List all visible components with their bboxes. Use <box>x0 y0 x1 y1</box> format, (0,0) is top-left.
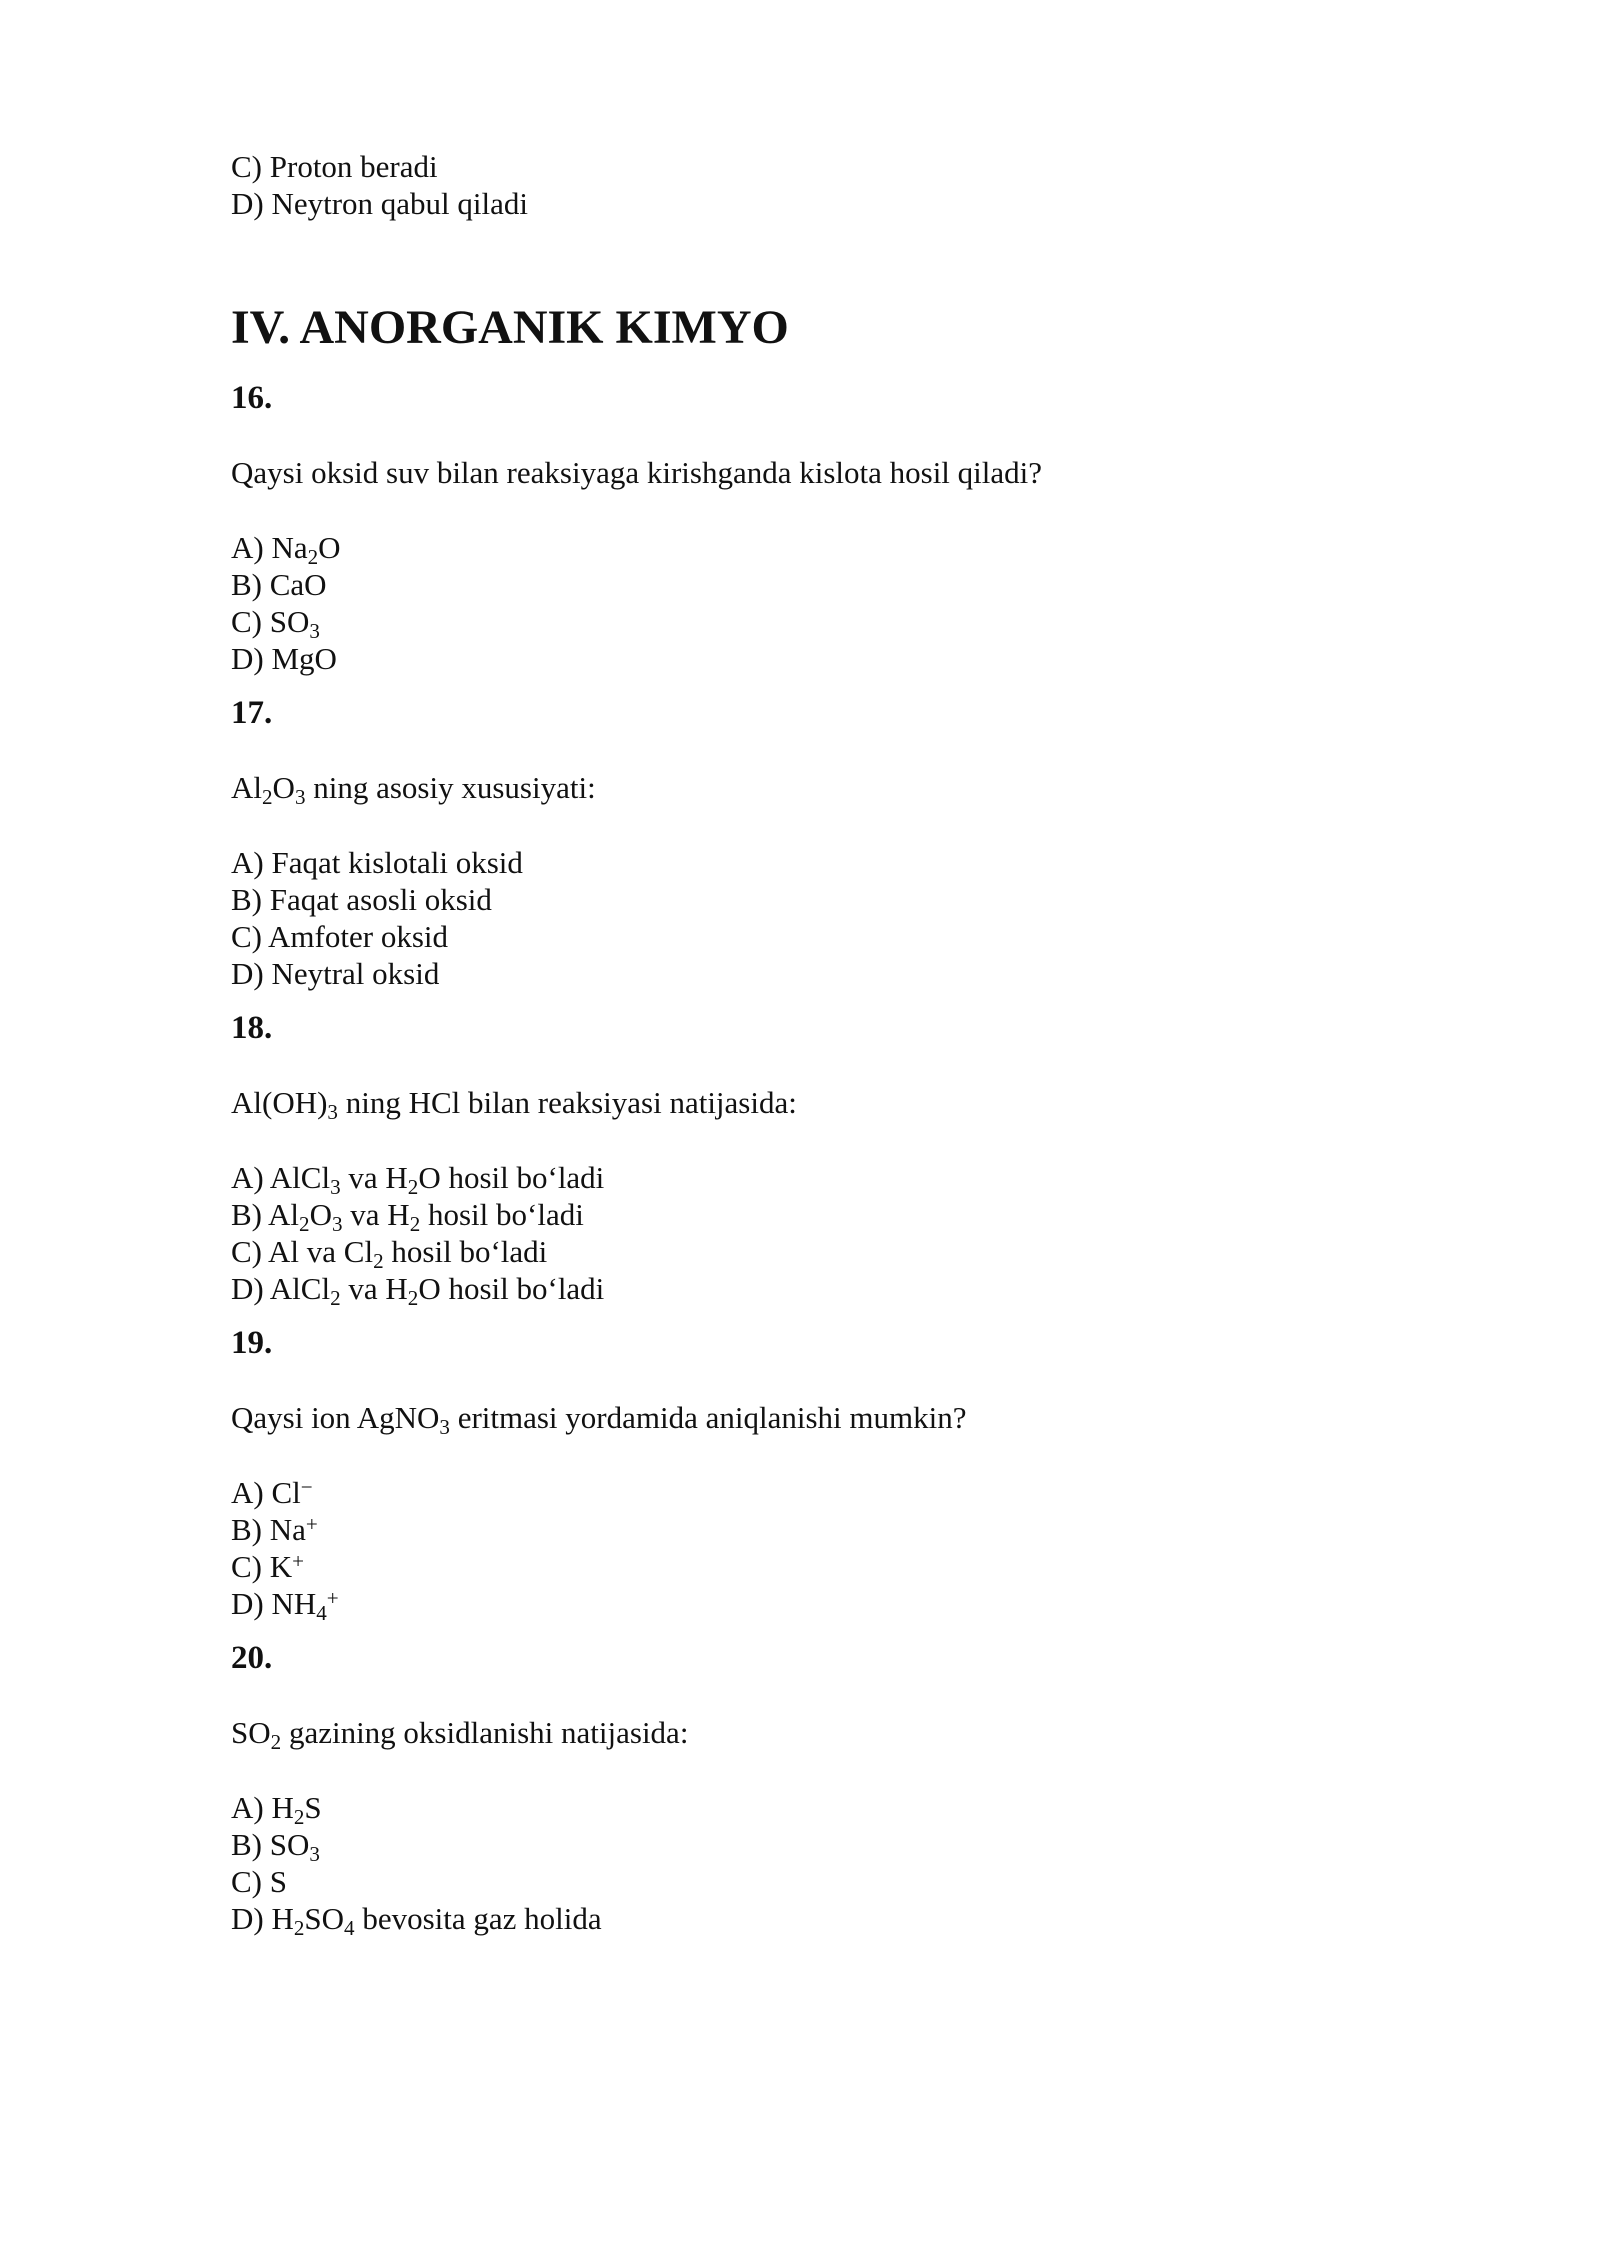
answer-options <box>231 529 1431 677</box>
subscript: 2 <box>299 1212 310 1237</box>
previous-question-options <box>231 148 1431 222</box>
answer-option <box>231 1900 1431 1941</box>
text-run: va H <box>340 1271 408 1306</box>
answer-option <box>231 844 1431 881</box>
subscript: 3 <box>309 1842 320 1867</box>
question-number: 16. <box>231 380 273 416</box>
question-text <box>231 1714 1431 1755</box>
answer-option <box>231 1474 1431 1511</box>
subscript: 3 <box>331 1212 343 1237</box>
text-run: Al(OH) <box>231 1085 328 1120</box>
answer-option <box>231 1548 1431 1585</box>
answer-options <box>231 1474 1431 1626</box>
subscript: 2 <box>407 1175 419 1200</box>
text-run: SO <box>304 1901 345 1936</box>
option-label: C) <box>231 1549 262 1584</box>
question-number: 18. <box>231 1010 273 1046</box>
question-text <box>231 769 1431 810</box>
answer-option <box>231 1511 1431 1548</box>
option-label: D) <box>231 956 264 991</box>
text-run: SO <box>269 604 310 639</box>
option-label: A) <box>231 1790 264 1825</box>
text-run: O hosil bo‘ladi <box>418 1271 605 1306</box>
superscript: − <box>300 1474 313 1499</box>
subscript: 2 <box>407 1286 419 1311</box>
subscript: 2 <box>293 1805 305 1830</box>
text-run: eritmasi yordamida aniqlanishi mumkin? <box>449 1400 967 1435</box>
text-run: gazining oksidlanishi natijasida: <box>281 1715 689 1750</box>
text-run: hosil bo‘ladi <box>383 1234 548 1269</box>
question-text <box>231 1399 1431 1440</box>
text-run: ning asosiy xususiyati: <box>305 770 596 805</box>
option-label: A) <box>231 1475 264 1510</box>
answer-options <box>231 844 1431 992</box>
text-run: Na <box>271 530 308 565</box>
text-run: SO <box>231 1715 271 1750</box>
subscript: 4 <box>344 1916 355 1941</box>
option-label: C) <box>231 604 262 639</box>
text-run: AlCl <box>269 1271 331 1306</box>
answer-option <box>231 881 1431 918</box>
text-run: hosil bo‘ladi <box>420 1197 584 1232</box>
answer-option <box>231 566 1431 603</box>
text-run: Na <box>269 1512 306 1547</box>
text-run: bevosita gaz holida <box>354 1901 602 1936</box>
text-run: SO <box>269 1827 310 1862</box>
subscript: 2 <box>270 1730 282 1755</box>
answer-option <box>231 1159 1431 1200</box>
text-run: Cl <box>271 1475 301 1510</box>
text-run: va H <box>340 1160 408 1195</box>
text-run: K <box>269 1549 293 1584</box>
subscript: 2 <box>262 785 273 810</box>
text-run: AlCl <box>269 1160 331 1195</box>
option-label: B) <box>231 1827 262 1862</box>
question-block <box>231 1008 1431 1311</box>
subscript: 2 <box>293 1916 305 1941</box>
text-run: Qaysi oksid suv bilan reaksiyaga kirishganda kislota hosil qiladi? <box>231 455 1043 490</box>
option-label: D) <box>231 1586 264 1621</box>
subscript: 3 <box>327 1100 338 1125</box>
option-label: D) <box>231 186 264 221</box>
text-run: S <box>269 1864 287 1899</box>
superscript: + <box>292 1548 305 1573</box>
option-label: B) <box>231 567 262 602</box>
question-text <box>231 454 1431 491</box>
subscript: 2 <box>409 1212 421 1237</box>
answer-option <box>231 1826 1431 1867</box>
answer-option <box>231 1789 1431 1830</box>
subscript: 3 <box>439 1415 450 1440</box>
subscript: 4 <box>316 1601 327 1626</box>
answer-option <box>231 640 1431 677</box>
text-run: Neytral oksid <box>271 956 440 991</box>
text-run: O hosil bo‘ladi <box>418 1160 605 1195</box>
answer-option <box>231 1270 1431 1311</box>
text-run: S <box>304 1790 322 1825</box>
answer-option <box>231 529 1431 570</box>
subscript: 3 <box>309 619 320 644</box>
option-label: B) <box>231 1512 262 1547</box>
text-run: CaO <box>269 567 327 602</box>
question-block <box>231 1323 1431 1626</box>
answer-option <box>231 1585 1431 1626</box>
text-run: Al <box>268 1197 300 1232</box>
subscript: 3 <box>294 785 306 810</box>
text-run: va H <box>342 1197 410 1232</box>
text-run: Amfoter oksid <box>268 919 448 954</box>
answer-option <box>231 1233 1431 1274</box>
answer-option <box>231 1863 1431 1900</box>
question-number: 19. <box>231 1325 273 1361</box>
text-run: ning HCl bilan reaksiyasi natijasida: <box>337 1085 797 1120</box>
text-run: Al <box>231 770 262 805</box>
question-block <box>231 378 1431 677</box>
option-label: C) <box>231 1864 262 1899</box>
answer-option <box>231 918 1431 955</box>
answer-option <box>231 148 1431 185</box>
option-label: D) <box>231 641 264 676</box>
option-label: C) <box>231 919 262 954</box>
answer-options <box>231 1789 1431 1941</box>
subscript: 3 <box>330 1175 341 1200</box>
question-number: 17. <box>231 695 273 731</box>
answer-option <box>231 955 1431 992</box>
option-label: B) <box>231 882 262 917</box>
text-run: H <box>271 1790 294 1825</box>
answer-options <box>231 1159 1431 1311</box>
text-run: NH <box>271 1586 317 1621</box>
text-run: O <box>318 530 341 565</box>
option-label: A) <box>231 1160 264 1195</box>
option-label: C) <box>231 149 262 184</box>
question-block <box>231 1638 1431 1941</box>
subscript: 2 <box>307 545 319 570</box>
text-run: H <box>271 1901 294 1936</box>
text-run: O <box>309 1197 332 1232</box>
answer-option <box>231 603 1431 644</box>
text-run: Al va Cl <box>268 1234 374 1269</box>
section-title: IV. ANORGANIK KIMYO <box>231 301 789 354</box>
option-label: C) <box>231 1234 262 1269</box>
answer-option <box>231 1196 1431 1237</box>
option-label: A) <box>231 845 264 880</box>
text-run: Qaysi ion AgNO <box>231 1400 440 1435</box>
subscript: 2 <box>373 1249 384 1274</box>
text-run: Faqat kislotali oksid <box>271 845 523 880</box>
option-label: D) <box>231 1901 264 1936</box>
question-block <box>231 693 1431 992</box>
option-label: D) <box>231 1271 264 1306</box>
text-run: MgO <box>271 641 337 676</box>
option-label: A) <box>231 530 264 565</box>
superscript: + <box>326 1585 339 1610</box>
subscript: 2 <box>330 1286 341 1311</box>
text-run: O <box>272 770 295 805</box>
option-label: B) <box>231 1197 262 1232</box>
text-run: Proton beradi <box>269 149 438 184</box>
question-text <box>231 1084 1431 1125</box>
document-page <box>231 148 1431 1941</box>
text-run: Neytron qabul qiladi <box>271 186 529 221</box>
superscript: + <box>305 1511 318 1536</box>
text-run: Faqat asosli oksid <box>269 882 492 917</box>
question-list <box>231 378 1431 1941</box>
question-number: 20. <box>231 1640 273 1676</box>
answer-option <box>231 185 1431 222</box>
